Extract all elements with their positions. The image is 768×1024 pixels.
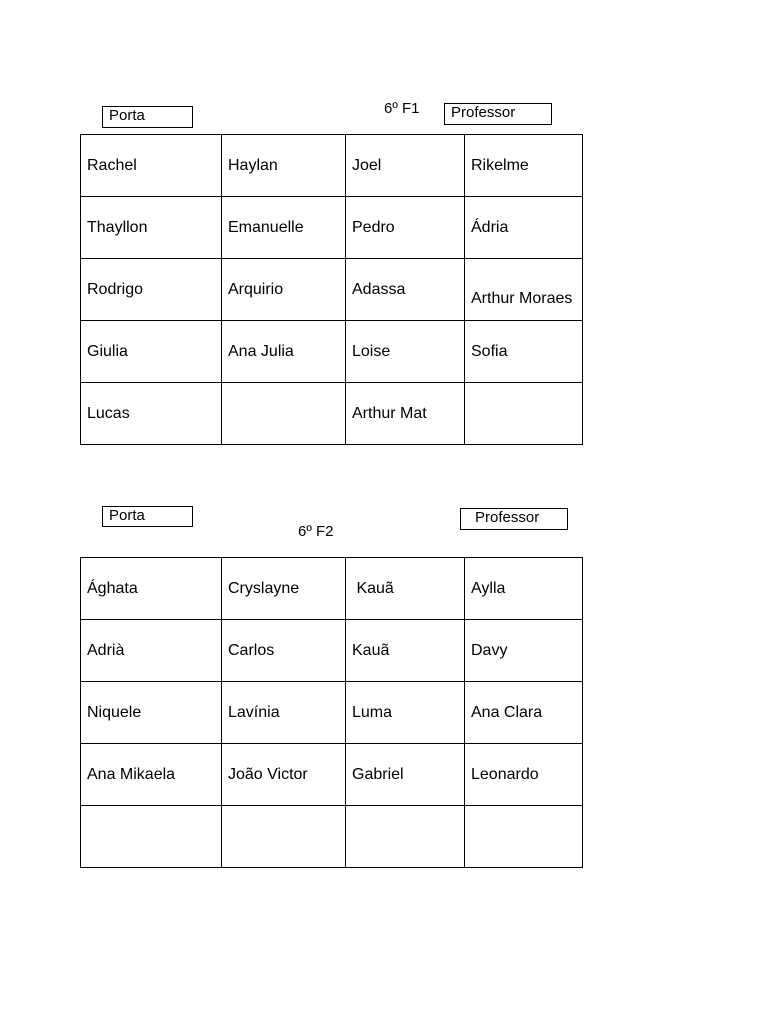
- seat-cell: Carlos: [222, 620, 346, 682]
- table-row: [81, 383, 583, 445]
- seat-cell: Kauã: [346, 558, 465, 620]
- seat-cell: João Victor: [222, 744, 346, 806]
- seat-cell: Pedro: [346, 197, 465, 259]
- class-title-f2: 6º F2: [298, 523, 334, 540]
- seat-cell: Ana Clara: [465, 682, 583, 744]
- seat-cell: Rikelme: [465, 135, 583, 197]
- seat-cell: [346, 806, 465, 868]
- door-label-f2: Porta: [102, 506, 193, 527]
- table-row: [81, 259, 583, 321]
- seat-cell: Cryslayne: [222, 558, 346, 620]
- seat-cell: Rodrigo: [81, 259, 222, 321]
- door-label-f1: Porta: [102, 106, 193, 128]
- teacher-label-f1: Professor: [444, 103, 552, 125]
- seat-cell: Ana Mikaela: [81, 744, 222, 806]
- seating-table-f1: [80, 134, 583, 445]
- table-row: [81, 321, 583, 383]
- seat-cell: Thayllon: [81, 197, 222, 259]
- seat-cell: Adassa: [346, 259, 465, 321]
- seat-cell: Giulia: [81, 321, 222, 383]
- seat-cell: Lavínia: [222, 682, 346, 744]
- seat-cell: Aylla: [465, 558, 583, 620]
- seat-cell: Loise: [346, 321, 465, 383]
- seat-cell: Gabriel: [346, 744, 465, 806]
- seating-table-f2: [80, 557, 583, 868]
- seat-cell: [465, 383, 583, 445]
- table-row: [81, 682, 583, 744]
- table-row: [81, 620, 583, 682]
- seat-cell: Arthur Moraes: [465, 259, 583, 321]
- seat-cell: Arthur Mat: [346, 383, 465, 445]
- seat-cell: [222, 383, 346, 445]
- table-row: [81, 744, 583, 806]
- table-row: [81, 806, 583, 868]
- seat-cell: Arquirio: [222, 259, 346, 321]
- seat-cell: Adrià: [81, 620, 222, 682]
- seat-cell: Ághata: [81, 558, 222, 620]
- seat-cell: Rachel: [81, 135, 222, 197]
- table-row: [81, 135, 583, 197]
- seat-cell: Ana Julia: [222, 321, 346, 383]
- seat-cell: Joel: [346, 135, 465, 197]
- class-title-f1: 6º F1: [384, 100, 420, 117]
- teacher-label-f2: Professor: [460, 508, 568, 530]
- seat-cell: Leonardo: [465, 744, 583, 806]
- seat-cell: Emanuelle: [222, 197, 346, 259]
- seat-cell: Sofia: [465, 321, 583, 383]
- seat-cell: Ádria: [465, 197, 583, 259]
- seat-cell: [465, 806, 583, 868]
- seat-cell: Haylan: [222, 135, 346, 197]
- seat-cell: [81, 806, 222, 868]
- table-row: [81, 558, 583, 620]
- seat-cell: [222, 806, 346, 868]
- seat-cell: Kauã: [346, 620, 465, 682]
- seat-cell: Davy: [465, 620, 583, 682]
- table-row: [81, 197, 583, 259]
- seat-cell: Luma: [346, 682, 465, 744]
- seat-cell: Lucas: [81, 383, 222, 445]
- seat-cell: Niquele: [81, 682, 222, 744]
